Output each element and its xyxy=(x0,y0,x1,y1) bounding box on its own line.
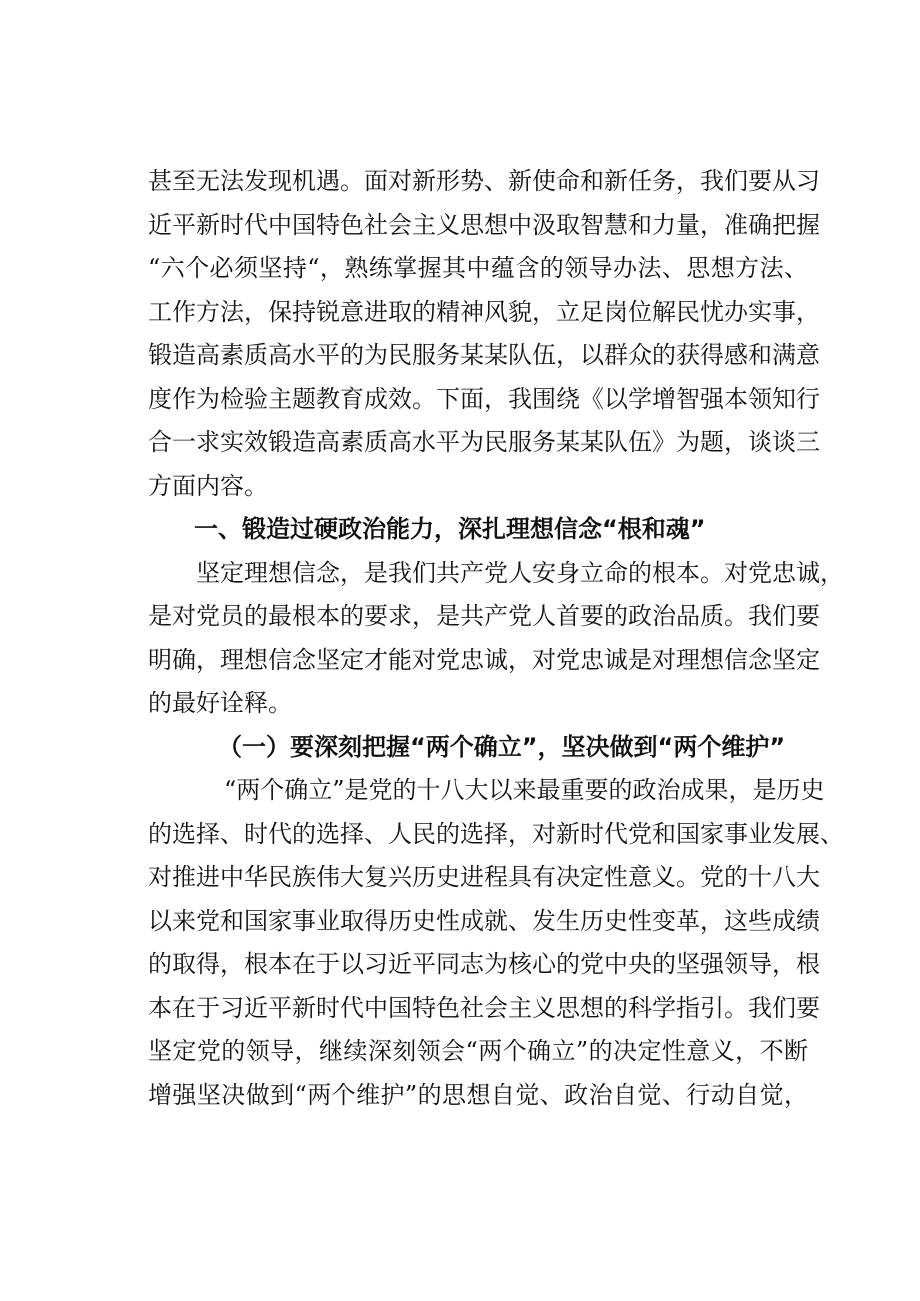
text-line: 本在于习近平新时代中国特色社会主义思想的科学指引。我们要 xyxy=(148,993,820,1022)
section-heading-1: 一、锻造过硬政治能力，深扎理想信念“根和魂” xyxy=(194,515,706,543)
text-line: 方面内容。 xyxy=(148,471,268,500)
document-body xyxy=(148,160,844,1117)
text-line: 坚定理想信念，是我们共产党人安身立命的根本。对党忠诚， xyxy=(196,558,844,587)
text-line: 甚至无法发现机遇。面对新形势、新使命和新任务，我们要从习 xyxy=(148,167,820,195)
text-line: “六个必须坚持“，熟练掌握其中蕴含的领导办法、思想方法、 xyxy=(148,254,808,282)
text-line: “两个确立”是党的十八大以来最重要的政治成果，是历史 xyxy=(224,776,825,804)
text-line: 以来党和国家事业取得历史性成就、发生历史性变革，这些成绩 xyxy=(148,906,820,935)
text-line: 的选择、时代的选择、人民的选择，对新时代党和国家事业发展、 xyxy=(148,819,844,848)
text-line: 对推进中华民族伟大复兴历史进程具有决定性意义。党的十八大 xyxy=(148,863,820,891)
text-line: 坚定党的领导，继续深刻领会“两个确立”的决定性意义，不断 xyxy=(148,1037,808,1065)
paragraph-intro xyxy=(148,160,820,508)
text-line: 的最好诠释。 xyxy=(148,689,292,717)
text-line: 合一求实效锻造高素质高水平为民服务某某队伍》为题，谈谈三 xyxy=(148,428,820,456)
text-line: 增强坚决做到“两个维护”的思想自觉、政治自觉、行动自觉， xyxy=(148,1080,808,1109)
text-line: 锻造高素质高水平的为民服务某某队伍，以群众的获得感和满意 xyxy=(148,341,820,369)
text-line: 近平新时代中国特色社会主义思想中汲取智慧和力量，准确把握 xyxy=(148,210,820,239)
text-line: 的取得，根本在于以习近平同志为核心的党中央的坚强领导，根 xyxy=(148,950,820,978)
subsection-heading-1: （一）要深刻把握“两个确立”，坚决做到“两个维护” xyxy=(218,732,786,761)
text-line: 是对党员的最根本的要求，是共产党人首要的政治品质。我们要 xyxy=(148,602,820,630)
paragraph-section-1 xyxy=(148,552,844,726)
text-line: 工作方法，保持锐意进取的精神风貌，立足岗位解民忧办实事， xyxy=(148,297,820,326)
text-line: 明确，理想信念坚定才能对党忠诚，对党忠诚是对理想信念坚定 xyxy=(148,645,820,674)
text-line: 度作为检验主题教育成效。下面，我围绕《以学增智强本领知行 xyxy=(148,384,820,413)
paragraph-subsection-1 xyxy=(148,769,844,1117)
